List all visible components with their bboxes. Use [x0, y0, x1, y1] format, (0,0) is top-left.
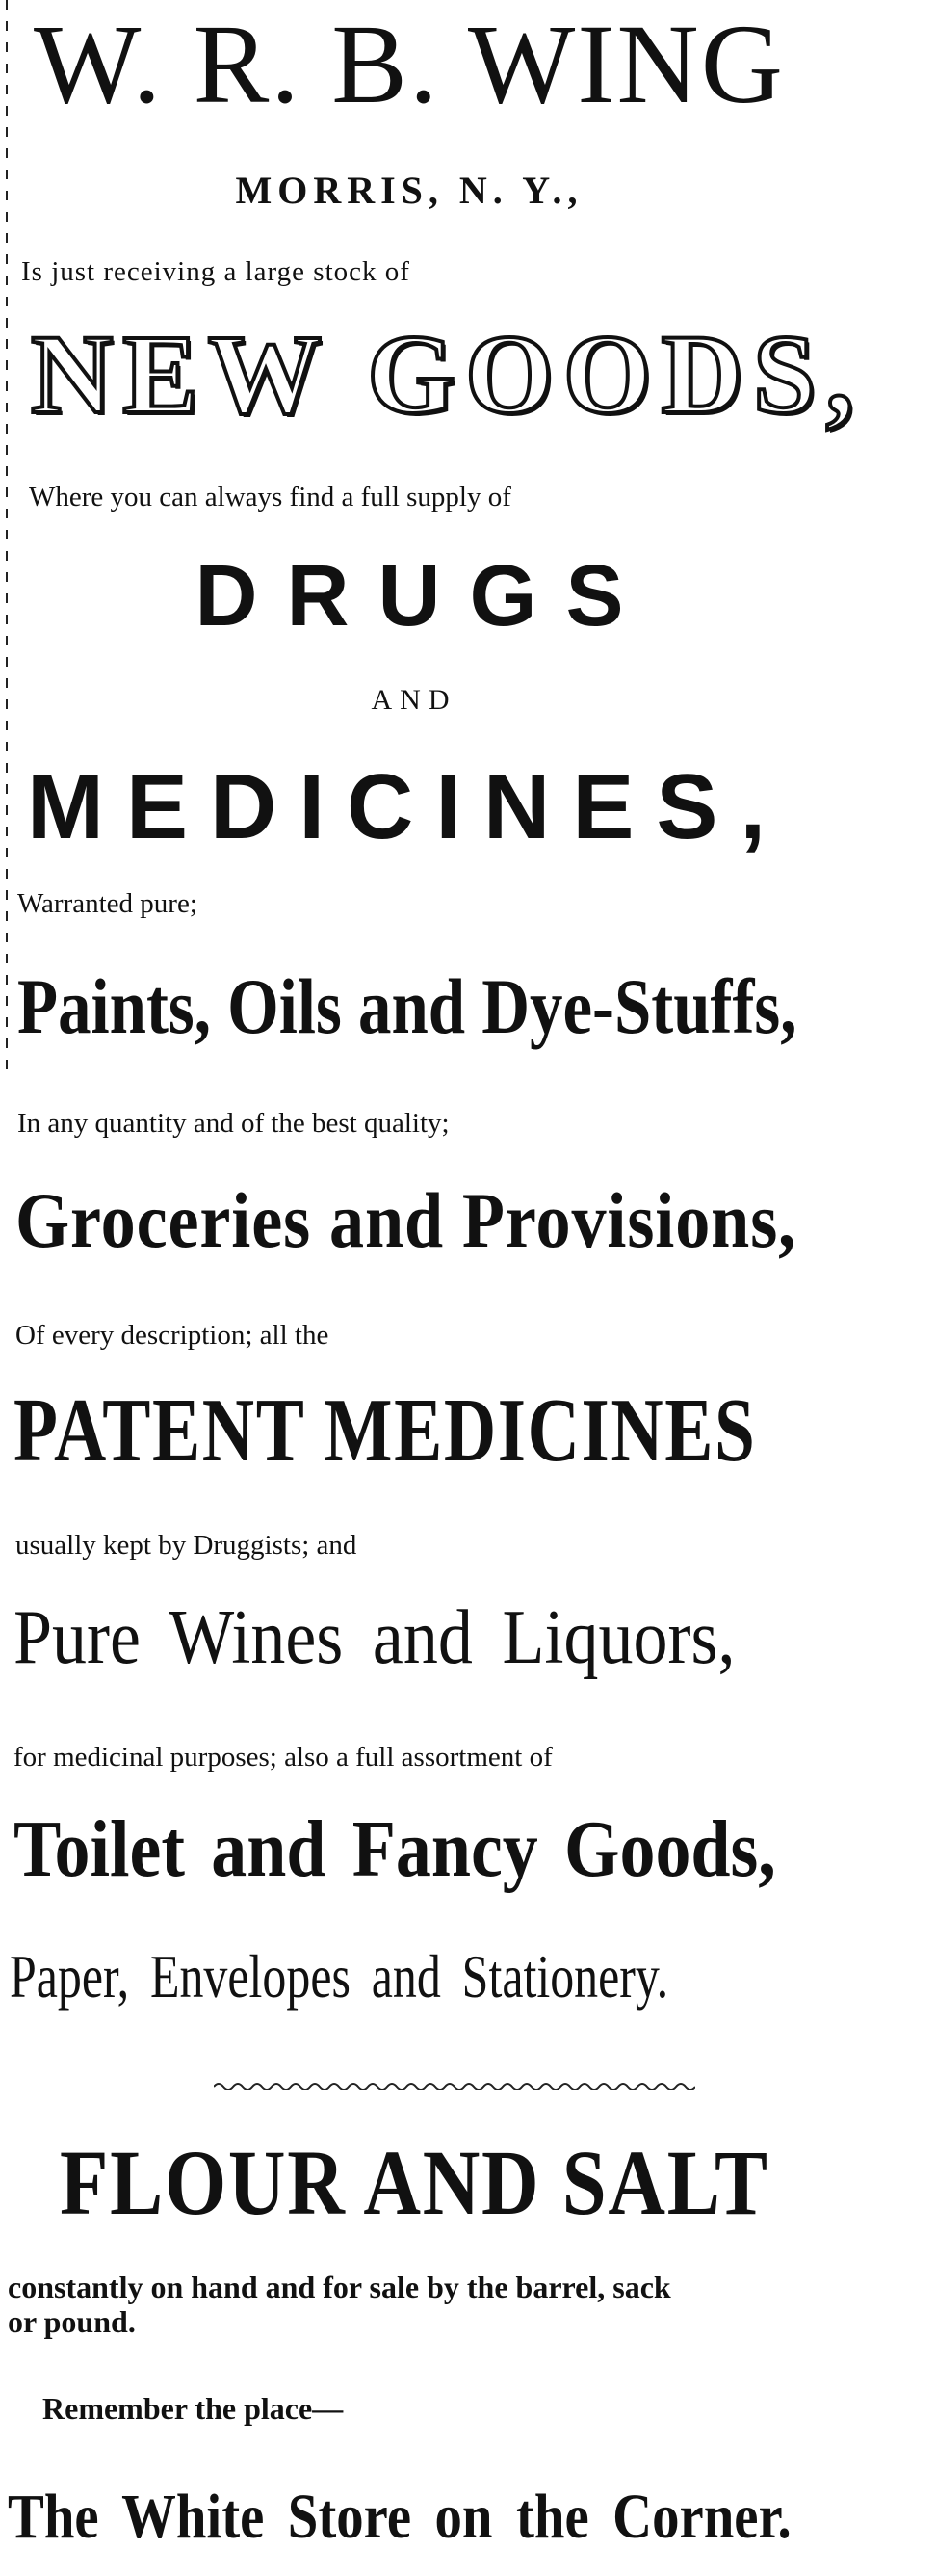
intro-line: Is just receiving a large stock of — [21, 256, 410, 287]
wines-heading: Pure Wines and Liquors, — [13, 1595, 736, 1680]
every-description-line: Of every description; all the — [15, 1320, 329, 1351]
and-word: AND — [371, 684, 457, 716]
white-store-line: The White Store on the Corner. — [8, 2482, 792, 2552]
medicines-heading: MEDICINES, — [27, 755, 789, 858]
remember-line: Remember the place— — [42, 2391, 344, 2426]
merchant-name: W. R. B. WING — [34, 1, 785, 127]
flour-salt-heading: FLOUR AND SALT — [60, 2131, 769, 2234]
wavy-divider — [214, 2079, 695, 2094]
medicinal-purposes-line: for medicinal purposes; also a full assortment of — [13, 1742, 553, 1773]
new-goods-heading: NEW GOODS, — [31, 311, 864, 437]
warranted-line: Warranted pure; — [17, 888, 197, 919]
constantly-line-1: constantly on hand and for sale by the barrel, sack — [8, 2270, 671, 2304]
toilet-goods-heading: Toilet and Fancy Goods, — [13, 1804, 776, 1894]
patent-medicines-heading: PATENT MEDICINES — [13, 1380, 757, 1481]
where-line: Where you can always find a full supply of — [29, 482, 511, 513]
constantly-line-2: or pound. — [8, 2304, 136, 2339]
paints-heading: Paints, Oils and Dye-Stuffs, — [17, 962, 797, 1050]
groceries-heading: Groceries and Provisions, — [15, 1176, 797, 1264]
left-column-rule — [6, 0, 8, 1069]
drugs-heading: DRUGS — [195, 548, 653, 644]
paper-line: Paper, Envelopes and Stationery. — [10, 1942, 669, 2011]
usually-kept-line: usually kept by Druggists; and — [15, 1530, 357, 1561]
any-quantity-line: In any quantity and of the best quality; — [17, 1108, 450, 1139]
location-line: MORRIS, N. Y., — [235, 169, 584, 212]
